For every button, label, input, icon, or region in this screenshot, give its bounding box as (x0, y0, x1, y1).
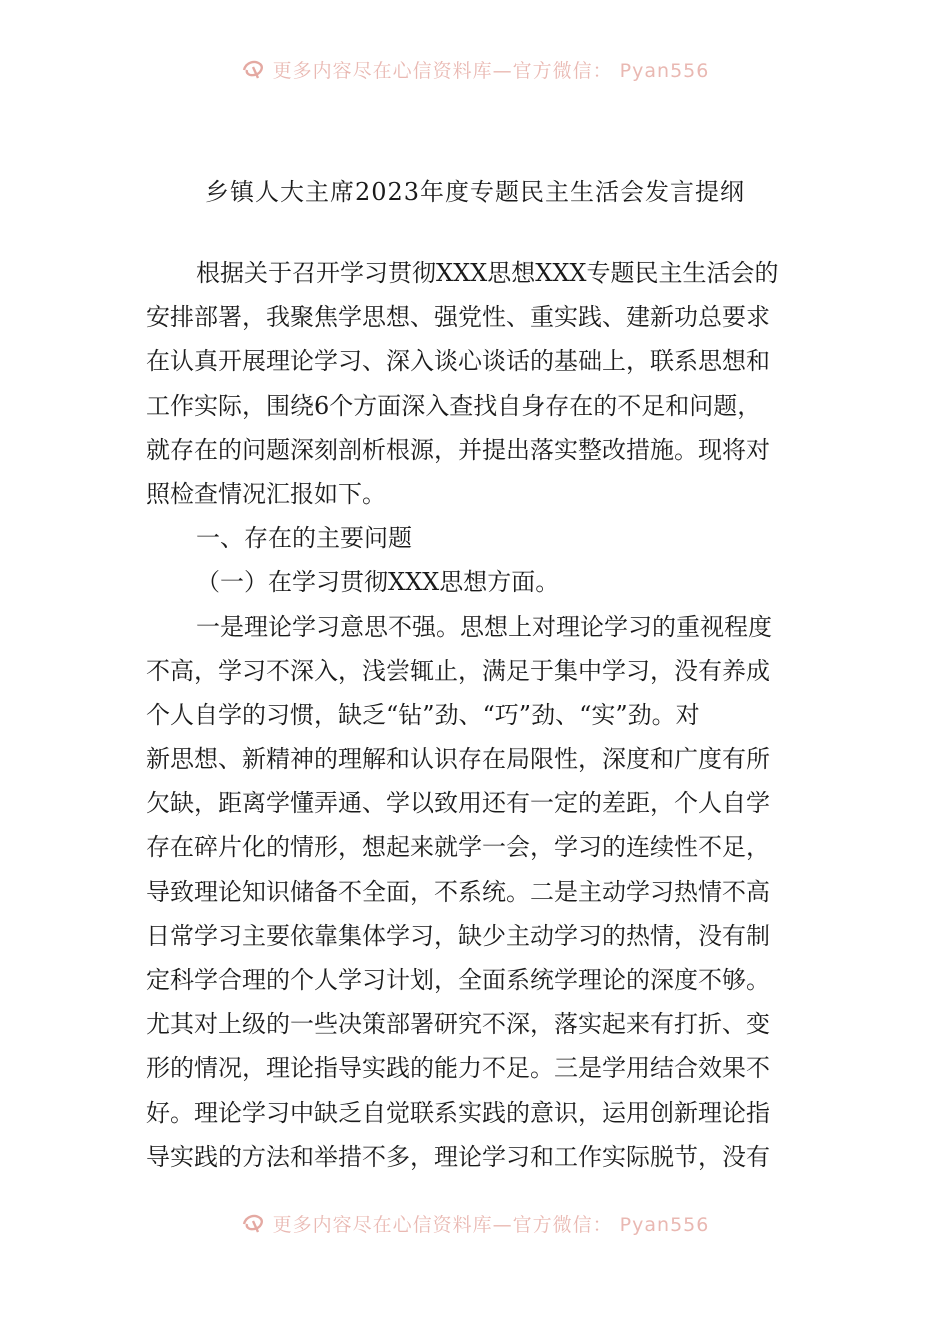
section-heading: 一、存在的主要问题 (196, 524, 412, 553)
paragraph-line: 存在碎片化的情形，想起来就学一会，学习的连续性不足， (146, 833, 770, 862)
paragraph-line: 工作实际，围绕6个方面深入查找自身存在的不足和问题， (146, 391, 762, 420)
paragraph-line: 定科学合理的个人学习计划，全面系统学理论的深度不够。 (146, 966, 770, 994)
paragraph-line: 好。理论学习中缺乏自觉联系实践的意识，运用创新理论指 (146, 1098, 770, 1127)
paragraph-line: 导实践的方法和举措不多，理论学习和工作实际脱节，没有 (146, 1142, 770, 1171)
paragraph-line: 日常学习主要依靠集体学习，缺少主动学习的热情，没有制 (146, 921, 770, 950)
watermark-logo-icon (241, 58, 267, 80)
paragraph-line: 根据关于召开学习贯彻XXX思想XXX专题民主生活会的 (196, 259, 779, 287)
paragraph-line: 新思想、新精神的理解和认识存在局限性，深度和广度有所 (146, 745, 770, 774)
paragraph-line: 个人自学的习惯，缺乏“钻”劲、“巧”劲、“实”劲。对 (146, 700, 700, 729)
watermark-text: 更多内容尽在心信资料库—官方微信： Pyan556 (272, 59, 710, 82)
watermark-footer (0, 1208, 950, 1238)
paragraph-line: 照检查情况汇报如下。 (146, 479, 386, 508)
watermark-logo-icon (241, 1212, 267, 1234)
paragraph-line: 在认真开展理论学习、深入谈心谈话的基础上，联系思想和 (146, 347, 770, 376)
document-body (146, 251, 810, 1179)
paragraph-line: 导致理论知识储备不全面，不系统。二是主动学习热情不高 (146, 877, 770, 906)
paragraph-line: 不高，学习不深入，浅尝辄止，满足于集中学习，没有养成 (146, 656, 770, 685)
paragraph-line: 一是理论学习意思不强。思想上对理论学习的重视程度 (196, 612, 772, 641)
watermark-text: 更多内容尽在心信资料库—官方微信： Pyan556 (272, 1213, 710, 1236)
subsection-heading: （一）在学习贯彻XXX思想方面。 (196, 568, 560, 597)
paragraph-line: 安排部署，我聚焦学思想、强党性、重实践、建新功总要求 (146, 303, 770, 332)
paragraph-line: 就存在的问题深刻剖析根源，并提出落实整改措施。现将对 (146, 435, 770, 464)
paragraph-line: 尤其对上级的一些决策部署研究不深，落实起来有打折、变 (146, 1010, 770, 1039)
paragraph-line: 形的情况，理论指导实践的能力不足。三是学用结合效果不 (146, 1054, 770, 1083)
document-title: 乡镇人大主席2023年度专题民主生活会发言提纲 (204, 178, 746, 206)
paragraph-line: 欠缺，距离学懂弄通、学以致用还有一定的差距，个人自学 (146, 789, 770, 818)
watermark-header (0, 54, 950, 84)
